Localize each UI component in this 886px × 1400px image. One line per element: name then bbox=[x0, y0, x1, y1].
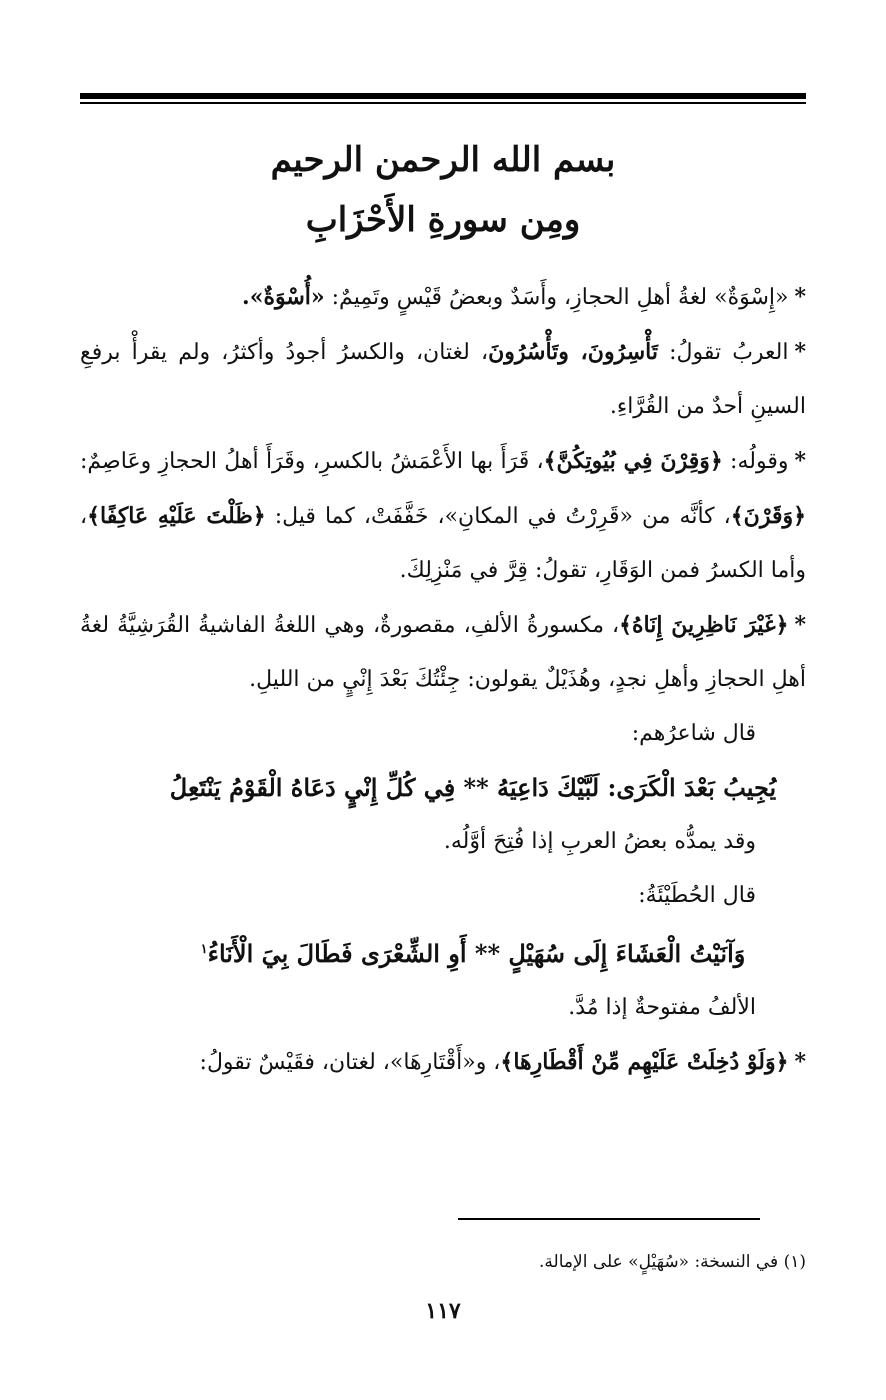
quran-quote: ﴿وَقَرْنَ﴾ bbox=[730, 503, 806, 529]
quran-quote: ﴿وَلَوْ دُخِلَتْ عَلَيْهِم مِّنْ أَقْطَارِهَا﴾ bbox=[500, 1049, 789, 1075]
paragraph-text: ، قَرَأَ بها الأَعْمَشُ بالكسرِ، وقَرَأَ أهلُ الحجازِ وعَاصِمٌ: bbox=[80, 449, 544, 474]
paragraph-text: ، و«أَقْتَارِهَا»، لغتان، فقَيْسٌ تقولُ: bbox=[199, 1050, 501, 1075]
verse-text: وَآنَيْتُ الْعَشَاءَ إِلَى سُهَيْلٍ ** أَوِ الشِّعْرَى فَطَالَ بِيَ الْأَنَاءُ bbox=[207, 939, 746, 968]
paragraph-uswa bbox=[80, 270, 806, 325]
paragraph-text: ، مكسورةُ الألفِ، مقصورةٌ، وهي اللغةُ الفاشيةُ القُرَشِيَّةُ لغةُ أهلِ الحجازِ وأهلِ نجدٍ، وهُذَيْلٌ يقولون: جِئْتُكَ بَعْدَ إِنْيٍ من الليلِ. bbox=[80, 613, 806, 692]
asterisk-marker: * bbox=[794, 284, 806, 310]
emphasized-word: «أُسْوَةٌ». bbox=[242, 284, 325, 310]
header-rule-thin bbox=[80, 102, 806, 104]
poet-label: قال شاعرُهم: bbox=[631, 721, 756, 746]
page-number: ١١٧ bbox=[425, 1298, 461, 1324]
emphasized-word: تَأْسِرُونَ bbox=[587, 339, 658, 365]
asterisk-marker: * bbox=[794, 339, 807, 365]
paragraph-aqtariha bbox=[80, 1035, 806, 1090]
book-page bbox=[80, 0, 806, 1400]
header-double-rule bbox=[80, 93, 806, 105]
asterisk-marker: * bbox=[794, 612, 806, 638]
paragraph-text: ، وأما الكسرُ فمن الوَقَارِ، تقولُ: قِرَّ في مَنْزِلِكَ. bbox=[80, 504, 806, 583]
poetry-verse: يُجِيبُ بَعْدَ الْكَرَى: لَبَّيْكَ دَاعِيَهُ ** فِي كُلِّ إِنْيٍ دَعَاهُ الْقَوْمُ يَنْتَعِلُ bbox=[169, 773, 777, 802]
header-rule-thick bbox=[80, 93, 806, 99]
quran-quote: ﴿وَقِرْنَ فِي بُيُوتِكُنَّ﴾ bbox=[543, 448, 723, 474]
paragraph-text: ، لغتان، والكسرُ أجودُ وأكثرُ، ولم يقرأْ برفعِ السينِ أحدٌ من القُرَّاءِ. bbox=[80, 340, 806, 419]
body-text bbox=[80, 270, 806, 1090]
emphasized-word: ، وتَأْسُرُونَ bbox=[488, 339, 588, 365]
quran-quote: ﴿ظَلْتَ عَلَيْهِ عَاكِفًا﴾ bbox=[87, 503, 266, 529]
paragraph-text: الألفُ مفتوحةٌ إذا مُدَّ. bbox=[568, 995, 756, 1020]
paragraph-inah bbox=[80, 598, 806, 707]
quran-quote: ﴿غَيْرَ نَاظِرِينَ إِنَاهُ﴾ bbox=[619, 612, 789, 638]
footnote-text: في النسخة: «سُهَيْلٍ» على الإمالة. bbox=[539, 1252, 779, 1272]
footnote-marker: (١) bbox=[783, 1252, 806, 1272]
footnote-marker: ١ bbox=[200, 942, 208, 957]
paragraph-text: «إِسْوَةٌ» لغةُ أهلِ الحجازِ، وأَسَدٌ وبعضُ قَيْسٍ وتَمِيمٌ: bbox=[324, 285, 789, 310]
paragraph-text: وقد يمدُّه بعضُ العربِ إذا فُتِحَ أوَّلُه. bbox=[443, 829, 756, 854]
paragraph-text: وقولُه: bbox=[722, 449, 789, 474]
surah-title: ومِن سورةِ الأَحْزَابِ bbox=[305, 200, 581, 240]
asterisk-marker: * bbox=[794, 1049, 806, 1075]
paragraph-text: العربُ تقولُ: bbox=[657, 340, 789, 365]
footnote-separator bbox=[458, 1218, 760, 1220]
paragraph-qirna bbox=[80, 434, 806, 598]
asterisk-marker: * bbox=[794, 448, 806, 474]
poetry-verse bbox=[80, 923, 806, 981]
basmala-heading: بسم الله الرحمن الرحيم bbox=[270, 140, 616, 180]
poet-label: قال الحُطَيْئَةُ: bbox=[638, 883, 756, 908]
paragraph-ta-siruna bbox=[80, 325, 806, 434]
footnote bbox=[80, 1250, 806, 1274]
paragraph-text: ، كأنَّه من «قَرِرْتُ في المكانِ»، خَفَّفَتْ، كما قيل: bbox=[265, 504, 731, 529]
